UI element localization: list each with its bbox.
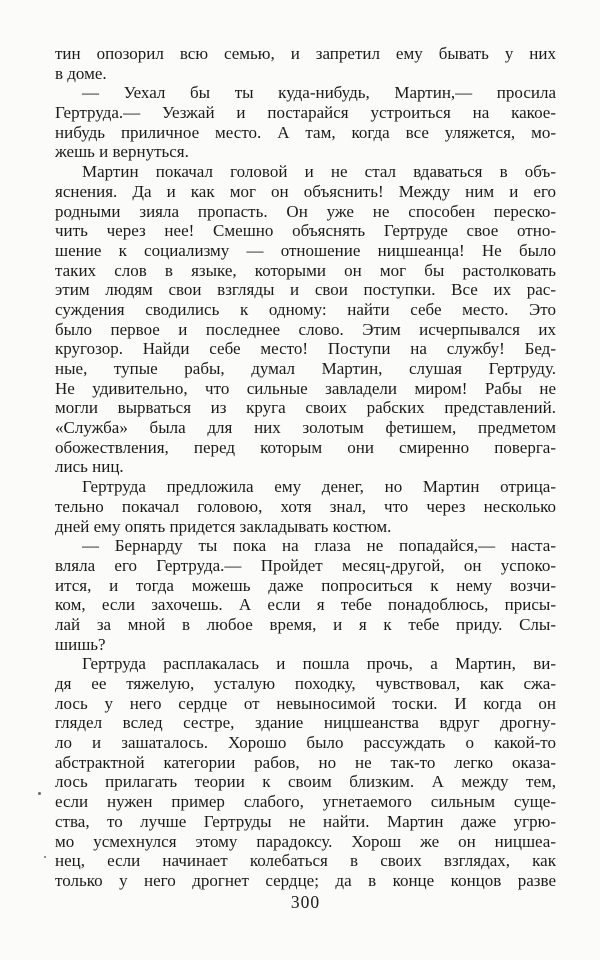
text-line: ло и зашаталось. Хорошо было рассуждать о какой-то <box>55 733 556 753</box>
text-line: в доме. <box>55 63 107 83</box>
text-line: Гертруда расплакалась и пошла прочь, а Мартин, ви- <box>82 654 556 674</box>
text-line: ится, и тогда можешь даже попроситься к нему возчи- <box>55 575 556 595</box>
text-line: яснения. Да и как мог он объяснить! Между ним и его <box>55 181 556 201</box>
text-line: ства, то лучше Гертруды не найти. Мартин даже угрю- <box>55 811 556 831</box>
text-line: родными зияла пропасть. Он уже не способен переско- <box>55 201 556 221</box>
text-line: тин опозорил всю семью, и запретил ему бывать у них <box>55 44 556 63</box>
text-line: могли вырваться из круга своих рабских представлений. <box>55 398 556 418</box>
text-line: таких слов в языке, которыми он мог бы растолковать <box>55 260 556 280</box>
scan-speck <box>38 792 41 795</box>
text-line: Не удивительно, что сильные завладели миром! Рабы не <box>55 378 556 398</box>
text-line: дней ему опять придется закладывать костюм. <box>55 516 392 536</box>
page-number: 300 <box>290 892 321 912</box>
text-line: ком, если захочешь. А если я тебе понадоблюсь, присы- <box>55 595 556 615</box>
text-line: вляла его Гертруда.— Пройдет месяц-другой, он успоко- <box>55 555 556 575</box>
paragraph <box>55 83 556 162</box>
paragraph <box>55 536 556 654</box>
text-line: суждения сводились к одному: найти себе место. Это <box>55 299 556 319</box>
text-line: дя ее тяжелую, усталую походку, чувствовал, как сжа- <box>55 674 556 693</box>
text-line: обожествления, перед которым они смиренно поверга- <box>55 437 556 457</box>
text-line: этим людям свои взгляды и свои поступки. Все их рас- <box>55 280 556 300</box>
page-text <box>55 44 556 891</box>
text-line: Гертруда предложила ему денег, но Мартин отрица- <box>82 477 556 497</box>
text-line: лай за мной в любое время, и я к тебе приду. Слы- <box>55 614 556 634</box>
text-line: абстрактной категории рабов, но не так-то легко оказа- <box>55 752 556 772</box>
text-line: тельно покачал головою, хотя знал, что через несколько <box>55 496 556 516</box>
text-line: было первое и последнее слово. Этим исчерпывался их <box>55 319 556 339</box>
text-line: лось прилагать теории к своим близким. А между тем, <box>55 772 556 792</box>
text-line: шишь? <box>55 634 106 654</box>
text-line: — Уехал бы ты куда-нибудь, Мартин,— просила <box>82 83 556 103</box>
paragraph <box>55 477 556 536</box>
text-line: если нужен пример слабого, угнетаемого сильным суще- <box>55 792 556 812</box>
text-line: глядел вслед сестре, здание ницшеанства вдруг дрогну- <box>55 713 556 733</box>
text-line: чить через нее! Смешно объяснять Гертруде свое отно- <box>55 221 556 241</box>
text-line: ные, тупые рабы, думал Мартин, слушая Гертруду. <box>55 359 556 378</box>
text-line: нибудь приличное место. А там, когда все уляжется, мо- <box>55 122 556 142</box>
text-line: Мартин покачал головой и не стал вдаваться в объ- <box>82 162 556 182</box>
text-line: кругозор. Найди себе место! Поступи на службу! Бед- <box>55 339 556 359</box>
text-line: мо усмехнулся этому парадоксу. Хорош же он ницшеа- <box>55 831 556 851</box>
text-line: Гертруда.— Уезжай и постарайся устроиться на какое- <box>55 103 556 123</box>
text-line: шение к социализму — отношение ницшеанца! Не было <box>55 240 556 260</box>
paragraph <box>55 162 556 477</box>
text-line: лось у него сердце от невыносимой тоски. И когда он <box>55 693 556 713</box>
text-line: только у него дрогнет сердце; да в конце концов разве <box>55 870 556 890</box>
text-line: — Бернарду ты пока на глаза не попадайся,— наста- <box>82 536 556 556</box>
paragraph <box>55 654 556 890</box>
text-line: нец, если начинает колебаться в своих взглядах, как <box>55 851 556 871</box>
paragraph <box>55 44 556 83</box>
text-line: «Служба» была для них золотым фетишем, предметом <box>55 418 556 438</box>
scan-speck <box>44 856 46 858</box>
text-line: жешь и вернуться. <box>55 142 189 162</box>
text-line: лись ниц. <box>55 457 124 477</box>
